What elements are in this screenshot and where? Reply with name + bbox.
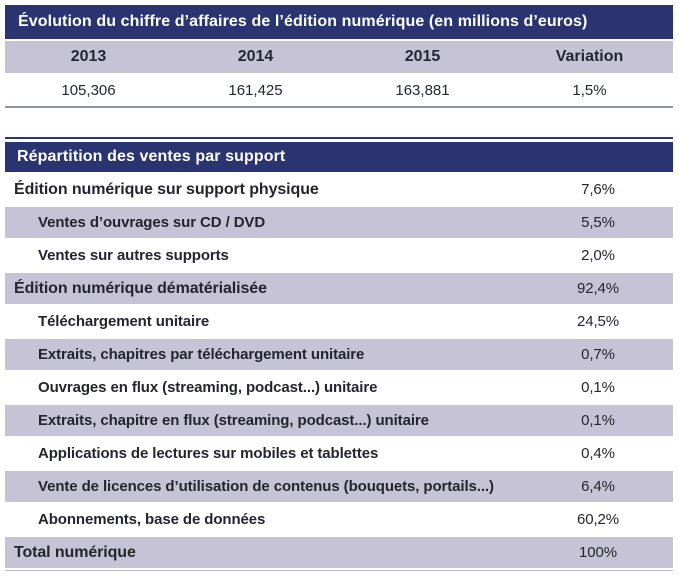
row-label: Téléchargement unitaire	[38, 313, 210, 330]
table-row	[5, 240, 673, 271]
revenue-value-cell: 105,306	[61, 81, 116, 99]
row-label: Total numérique	[14, 543, 136, 561]
row-percentage: 100%	[579, 544, 617, 561]
table-bottom-rule	[5, 570, 673, 571]
row-label: Applications de lectures sur mobiles et tablettes	[38, 445, 379, 462]
table-row	[5, 207, 673, 238]
row-percentage: 0,1%	[581, 412, 615, 429]
row-percentage: 0,4%	[581, 445, 615, 462]
row-label: Vente de licences d’utilisation de contenus (bouquets, portails...)	[38, 478, 494, 495]
row-percentage: 92,4%	[576, 280, 620, 297]
sales-breakdown-rows	[5, 174, 673, 568]
row-percentage: 7,6%	[581, 181, 615, 198]
row-label: Extraits, chapitre en flux (streaming, podcast...) unitaire	[38, 412, 429, 429]
revenue-value-cell: 163,881	[395, 81, 450, 99]
table-row	[5, 372, 673, 403]
sales-breakdown-table	[5, 137, 673, 571]
row-label: Ventes d’ouvrages sur CD / DVD	[38, 214, 266, 231]
year-column-header: Variation	[555, 48, 624, 65]
revenue-table-title: Évolution du chiffre d’affaires de l’édition numérique (en millions d’euros)	[5, 5, 673, 39]
table-row	[5, 438, 673, 469]
year-column-header: 2014	[237, 48, 274, 65]
row-percentage: 24,5%	[576, 313, 620, 330]
table-row	[5, 504, 673, 535]
row-label: Ouvrages en flux (streaming, podcast...) unitaire	[38, 379, 378, 396]
row-label: Abonnements, base de données	[38, 511, 266, 528]
row-percentage: 0,1%	[581, 379, 615, 396]
revenue-table-value-row	[5, 75, 673, 105]
row-label: Extraits, chapitres par téléchargement unitaire	[38, 346, 365, 363]
revenue-value-cell: 161,425	[228, 81, 283, 99]
row-percentage: 6,4%	[581, 478, 615, 495]
table-row	[5, 405, 673, 436]
table-row	[5, 306, 673, 337]
revenue-value-cell: 1,5%	[572, 81, 607, 99]
sales-breakdown-title: Répartition des ventes par support	[5, 142, 673, 172]
table-row	[5, 537, 673, 568]
table-row	[5, 174, 673, 205]
table-row	[5, 339, 673, 370]
row-label: Ventes sur autres supports	[38, 247, 229, 264]
row-percentage: 60,2%	[576, 511, 620, 528]
year-column-header: 2013	[70, 48, 107, 65]
revenue-table-header-row	[5, 41, 673, 73]
table-top-rule	[5, 137, 673, 139]
row-percentage: 0,7%	[581, 346, 615, 363]
row-percentage: 2,0%	[581, 247, 615, 264]
divider-rule	[5, 106, 673, 108]
year-column-header: 2015	[404, 48, 441, 65]
row-label: Édition numérique dématérialisée	[14, 279, 267, 297]
row-percentage: 5,5%	[581, 214, 615, 231]
revenue-evolution-table	[5, 5, 673, 108]
table-row	[5, 273, 673, 304]
table-row	[5, 471, 673, 502]
row-label: Édition numérique sur support physique	[14, 180, 319, 198]
